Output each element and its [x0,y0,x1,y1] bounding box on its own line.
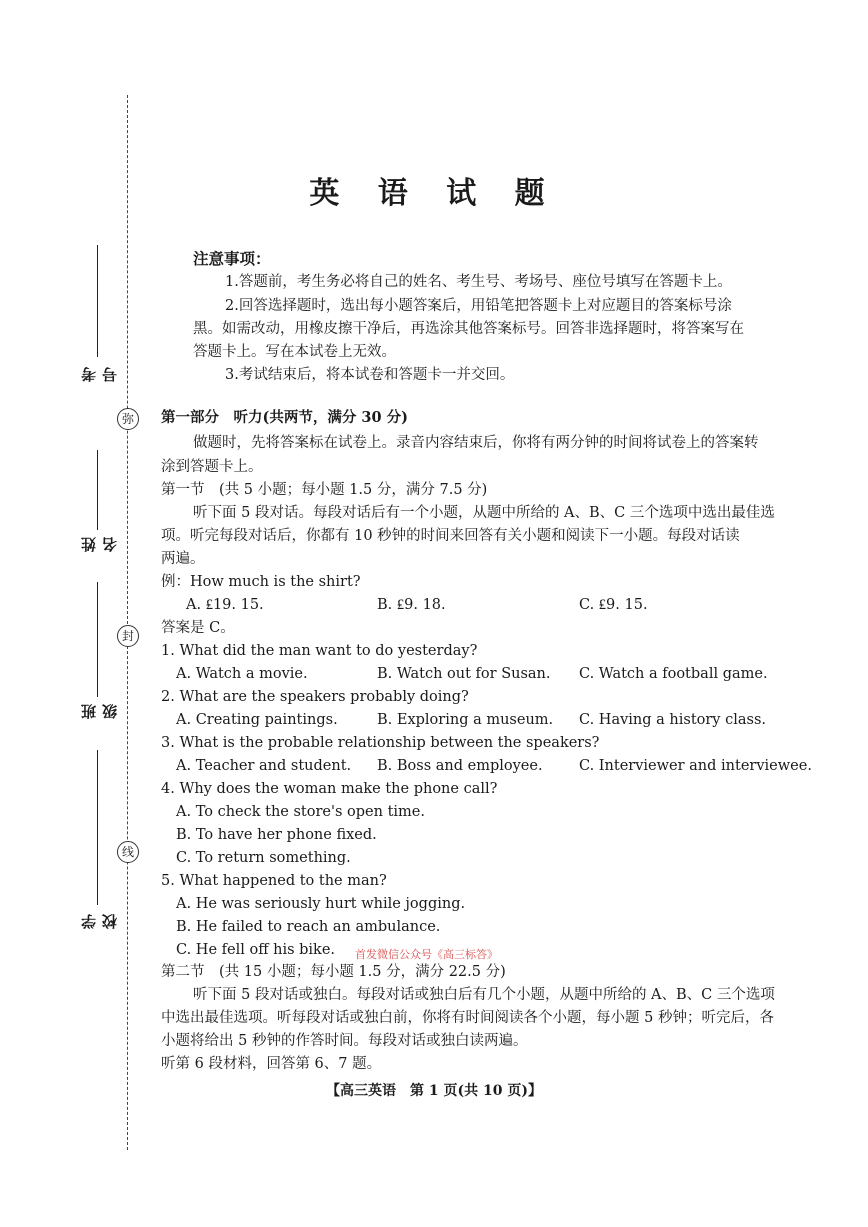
page-title: 英 语 试 题 [309,176,559,211]
class-underline [97,582,98,697]
example-option-c: C. ₤9. 15. [579,597,648,613]
example-option-a: A. ₤19. 15. [186,597,264,613]
exam-number-label: 考号 [80,365,119,382]
part1-intro-b: 涂到答题卡上。 [161,459,263,475]
class-label: 班级 [80,702,119,719]
question-3-option-c: C. Interviewer and interviewee. [579,758,812,774]
question-4-option-b: B. To have her phone fixed. [176,827,377,843]
section2-intro-a: 听下面 5 段对话或独白。每段对话或独白后有几个小题，从题中所给的 A、B、C 三个选项 [193,987,775,1003]
notice-line-3: 3.考试结束后，将本试卷和答题卡一并交回。 [225,367,515,383]
section2-material: 听第 6 段材料，回答第 6、7 题。 [161,1056,382,1072]
section1-heading: 第一节 (共 5 小题；每小题 1.5 分，满分 7.5 分) [161,482,488,498]
notice-line-2c: 答题卡上。写在本试卷上无效。 [193,344,396,360]
question-1-option-a: A. Watch a movie. [176,666,308,682]
part1-intro-a: 做题时，先将答案标在试卷上。录音内容结束后，你将有两分钟的时间将试卷上的答案转 [193,435,759,451]
notice-line-2b: 黑。如需改动，用橡皮擦干净后，再选涂其他答案标号。回答非选择题时，将答案写在 [193,321,744,337]
seal-char-xian: 线 [117,841,139,863]
name-label: 姓名 [80,535,119,552]
section2-intro-c: 小题将给出 5 秒钟的作答时间。每段对话或独白读两遍。 [161,1033,528,1049]
seal-char-mi: 弥 [117,408,139,430]
question-2-option-a: A. Creating paintings. [176,712,338,728]
watermark-stamp: 首发微信公众号《高三标答》 [355,948,498,961]
school-underline [97,750,98,905]
binding-dashed-line [127,95,128,1150]
question-1-option-c: C. Watch a football game. [579,666,768,682]
notice-heading: 注意事项： [193,249,271,268]
section1-intro-c: 两遍。 [161,551,205,567]
page-footer: 【高三英语 第 1 页(共 10 页)】 [326,1083,542,1099]
name-underline [97,450,98,530]
section2-intro-b: 中选出最佳选项。听每段对话或独白前，你将有时间阅读各个小题，每小题 5 秒钟；听完后，各 [161,1010,774,1026]
example-question: 例：How much is the shirt? [161,574,361,590]
section2-heading: 第二节 (共 15 小题；每小题 1.5 分，满分 22.5 分) [161,964,506,980]
section1-intro-a: 听下面 5 段对话。每段对话后有一个小题，从题中所给的 A、B、C 三个选项中选出最佳选 [193,505,775,521]
question-5-option-c: C. He fell off his bike. [176,942,336,958]
question-1: 1. What did the man want to do yesterday? [161,643,478,659]
example-answer: 答案是 C。 [161,620,235,636]
notice-line-1: 1.答题前，考生务必将自己的姓名、考生号、考场号、座位号填写在答题卡上。 [225,274,732,290]
question-4-option-c: C. To return something. [176,850,351,866]
question-2-option-c: C. Having a history class. [579,712,766,728]
question-3: 3. What is the probable relationship between the speakers? [161,735,600,751]
question-3-option-b: B. Boss and employee. [377,758,543,774]
question-5: 5. What happened to the man? [161,873,387,889]
exam-number-underline [97,245,98,357]
part1-heading: 第一部分 听力(共两节，满分 30 分) [161,409,408,426]
question-5-option-b: B. He failed to reach an ambulance. [176,919,441,935]
question-1-option-b: B. Watch out for Susan. [377,666,551,682]
notice-line-2a: 2.回答选择题时，选出每小题答案后，用铅笔把答题卡上对应题目的答案标号涂 [225,298,732,314]
seal-char-feng: 封 [117,625,139,647]
question-5-option-a: A. He was seriously hurt while jogging. [176,896,466,912]
section1-intro-b: 项。听完每段对话后，你都有 10 秒钟的时间来回答有关小题和阅读下一小题。每段对话读 [161,528,740,544]
example-option-b: B. ₤9. 18. [377,597,446,613]
question-4: 4. Why does the woman make the phone call? [161,781,498,797]
question-2: 2. What are the speakers probably doing? [161,689,469,705]
question-4-option-a: A. To check the store's open time. [176,804,425,820]
question-3-option-a: A. Teacher and student. [176,758,352,774]
school-label: 学校 [80,912,119,929]
question-2-option-b: B. Exploring a museum. [377,712,554,728]
